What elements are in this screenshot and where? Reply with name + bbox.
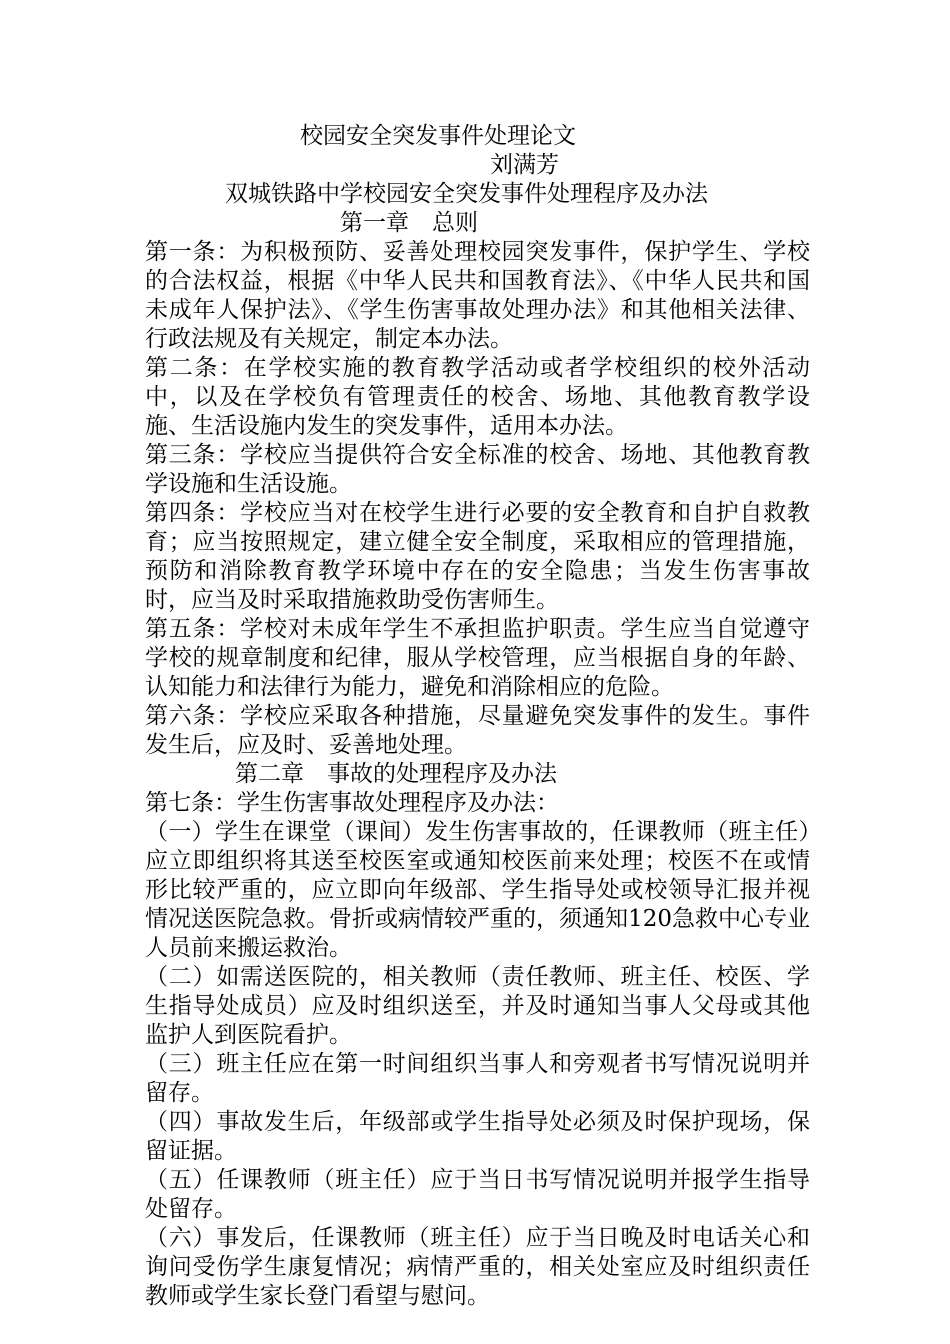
article-5: 第五条：学校对未成年学生不承担监护职责。学生应当自觉遵守学校的规章制度和纪律，服从学校管理，应当根据自身的年龄、认知能力和法律行为能力，避免和消除相应的危险。 (145, 616, 810, 700)
procedure-item-4: （四）事故发生后，年级部或学生指导处必须及时保护现场，保留证据。 (145, 1109, 810, 1164)
article-3: 第三条：学校应当提供符合安全标准的校舍、场地、其他教育教学设施和生活设施。 (145, 442, 810, 497)
procedure-item-2: （二）如需送医院的，相关教师（责任教师、班主任、校医、学生指导处成员）应及时组织送至，并及时通知当事人父母或其他监护人到医院看护。 (145, 964, 810, 1048)
article-1: 第一条：为积极预防、妥善处理校园突发事件，保护学生、学校的合法权益，根据《中华人民共和国教育法》、《中华人民共和国未成年人保护法》、《学生伤害事故处理办法》和其他相关法律、行政法规及有关规定，制定本办法。 (145, 239, 810, 352)
chapter-heading-1: 第一章 总则 (340, 210, 478, 236)
chapter-heading-2: 第二章 事故的处理程序及办法 (235, 761, 557, 787)
article-7: 第七条：学生伤害事故处理程序及办法： (145, 790, 559, 816)
procedure-item-1: （一）学生在课堂（课间）发生伤害事故的，任课教师（班主任）应立即组织将其送至校医室或通知校医前来处理；校医不在或情形比较严重的，应立即向年级部、学生指导处或校领导汇报并视情况送医院急救。骨折或病情较严重的，须通知120急救中心专业人员前来搬运救治。 (145, 819, 810, 961)
procedure-item-3: （三）班主任应在第一时间组织当事人和旁观者书写情况说明并留存。 (145, 1051, 810, 1106)
article-6: 第六条：学校应采取各种措施，尽量避免突发事件的发生。事件发生后，应及时、妥善地处理。 (145, 703, 810, 758)
article-4: 第四条：学校应当对在校学生进行必要的安全教育和自护自救教育；应当按照规定，建立健全安全制度，采取相应的管理措施，预防和消除教育教学环境中存在的安全隐患；当发生伤害事故时，应当及时采取措施救助受伤害师生。 (145, 500, 810, 613)
document-title: 校园安全突发事件处理论文 (300, 123, 576, 149)
document-page (145, 122, 810, 1311)
document-subtitle: 双城铁路中学校园安全突发事件处理程序及办法 (225, 181, 708, 207)
article-2: 第二条：在学校实施的教育教学活动或者学校组织的校外活动中，以及在学校负有管理责任的校舍、场地、其他教育教学设施、生活设施内发生的突发事件，适用本办法。 (145, 355, 810, 439)
author-name: 刘满芳 (490, 152, 559, 178)
procedure-item-6: （六）事发后，任课教师（班主任）应于当日晚及时电话关心和询问受伤学生康复情况；病情严重的，相关处室应及时组织责任教师或学生家长登门看望与慰问。 (145, 1225, 810, 1309)
procedure-item-5: （五）任课教师（班主任）应于当日书写情况说明并报学生指导处留存。 (145, 1167, 810, 1222)
